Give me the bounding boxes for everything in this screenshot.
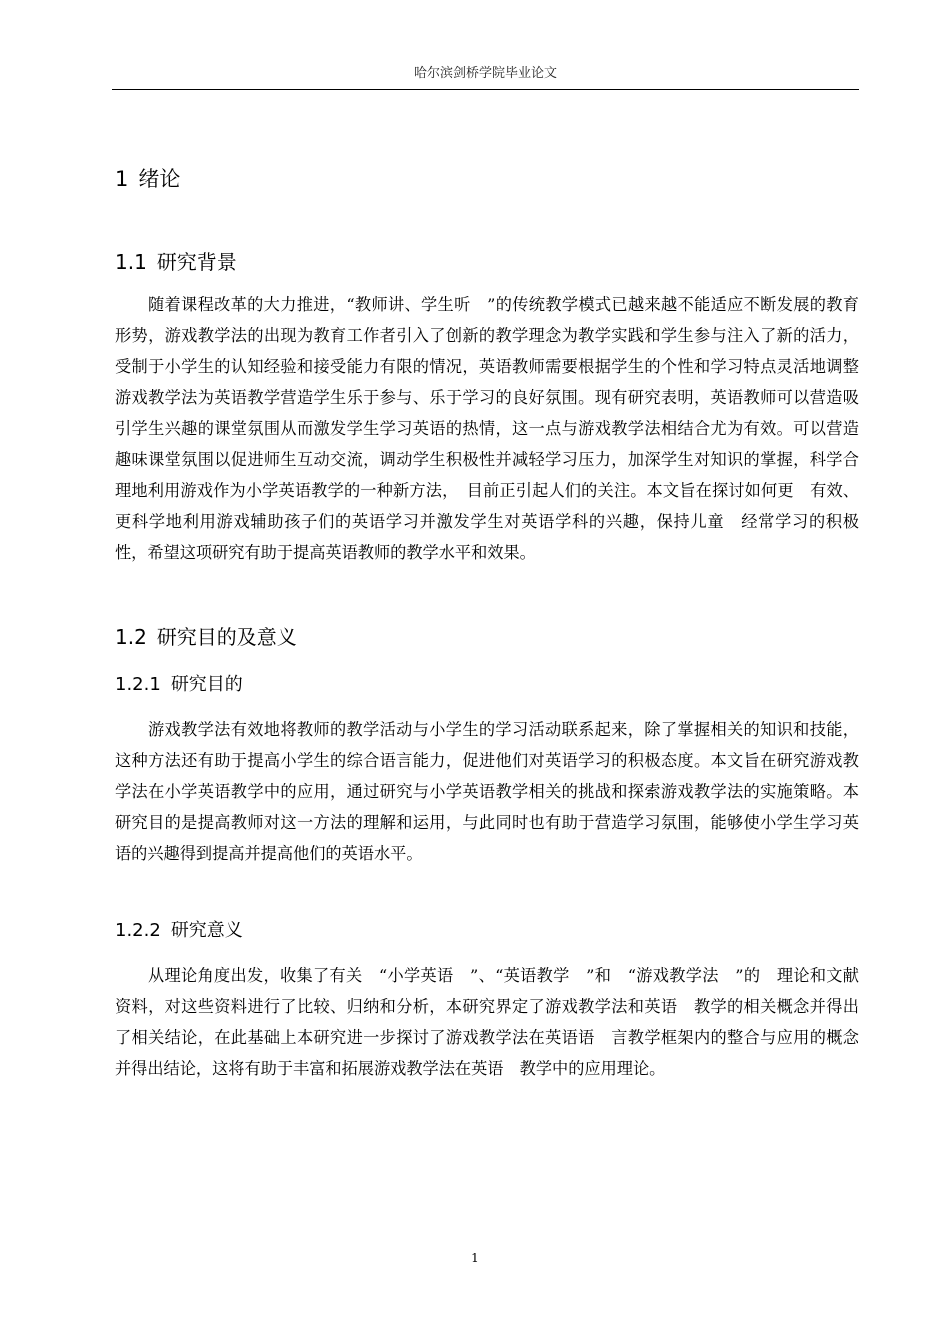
subsection-number: 1.2.1 [115, 674, 161, 695]
subsection-number: 1.2.2 [115, 920, 161, 941]
section-number: 1.2 [115, 625, 147, 649]
page-number: 1 [471, 1251, 479, 1265]
section-heading-1-1 [115, 248, 237, 276]
running-header [112, 64, 859, 90]
subsection-heading-1-2-1 [115, 672, 243, 698]
chapter-title: 绪论 [138, 167, 181, 191]
running-header-title: 哈尔滨剑桥学院毕业论文 [413, 66, 557, 81]
paragraph-research-purpose: 游戏教学法有效地将教师的教学活动与小学生的学习活动联系起来，除了掌握相关的知识和技能，这种方法还有助于提高小学生的综合语言能力，促进他们对英语学习的积极态度。本文旨在研究游戏教学法在小学英语教学中的应用，通过研究与小学英语教学相关的挑战和探索游戏教学法的实施策略。本研究目的是提高教师对这一方法的理解和运用，与此同时也有助于营造学习氛围，能够使小学生学习英语的兴趣得到提高并提高他们的英语水平。 [115, 720, 859, 863]
subsection-title: 研究目的 [170, 674, 243, 695]
subsection-title: 研究意义 [170, 920, 243, 941]
subsection-heading-1-2-2 [115, 918, 243, 944]
chapter-heading [115, 164, 180, 194]
paragraph-research-significance: 从理论角度出发，收集了有关 “小学英语 ”、“英语教学 ”和 “游戏教学法 ”的 理论和文献资料，对这些资料进行了比较、归纳和分析，本研究界定了游戏教学法和英语 教学的相关概念并得出了相关结论，在此基础上本研究进一步探讨了游戏教学法在英语语 言教学框架内的整合与应用的概念并得出结论，这将有助于丰富和拓展游戏教学法在英语 教学中的应用理论。 [115, 966, 859, 1078]
section-title: 研究背景 [156, 250, 237, 274]
paragraph-research-background: 随着课程改革的大力推进，“教师讲、学生听 ”的传统教学模式已越来越不能适应不断发展的教育形势，游戏教学法的出现为教育工作者引入了创新的教学理念为教学实践和学生参与注入了新的活力，受制于小学生的认知经验和接受能力有限的情况，英语教师需要根据学生的个性和学习特点灵活地调整游戏教学法为英语教学营造学生乐于参与、乐于学习的良好氛围。现有研究表明，英语教师可以营造吸引学生兴趣的课堂氛围从而激发学生学习英语的热情，这一点与游戏教学法相结合尤为有效。可以营造趣味课堂氛围以促进师生互动交流，调动学生积极性并减轻学习压力，加深学生对知识的掌握，科学合理地利用游戏作为小学英语教学的一种新方法， 目前正引起人们的关注。本文旨在探讨如何更 有效、更科学地利用游戏辅助孩子们的英语学习并激发学生对英语学科的兴趣，保持儿童 经常学习的积极性，希望这项研究有助于提高英语教师的教学水平和效果。 [115, 295, 859, 562]
section-number: 1.1 [115, 250, 147, 274]
chapter-number: 1 [115, 167, 129, 191]
section-heading-1-2 [115, 623, 297, 651]
section-title: 研究目的及意义 [156, 625, 297, 649]
